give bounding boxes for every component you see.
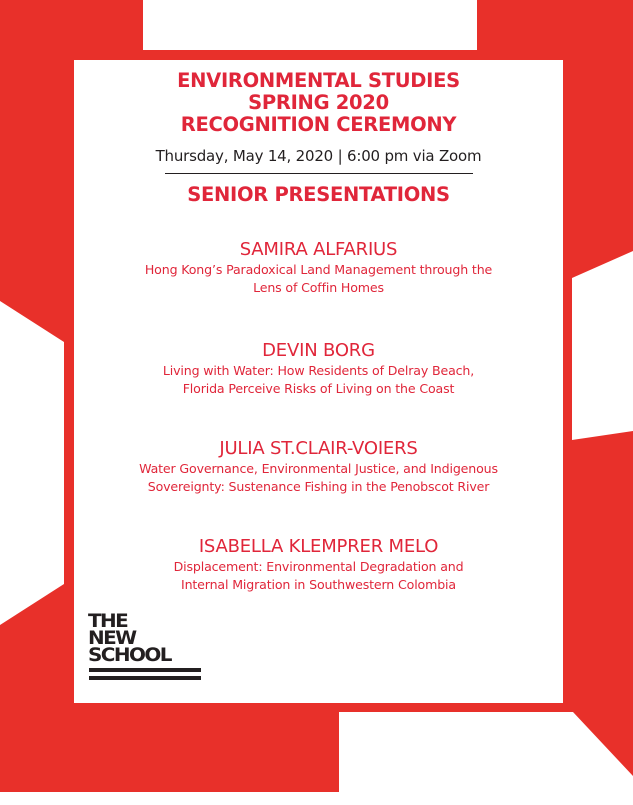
title-line-2: SPRING 2020 [248,91,389,114]
presenter-name: SAMIRA ALFARIUS [239,239,398,260]
bottom-white-block [339,712,633,805]
bottom-white-strip [0,792,339,805]
presentation-item [74,340,563,397]
presentation-item [74,239,563,296]
right-white-shape [572,251,633,440]
presentation-topic-line: Water Governance, Environmental Justice, and Indigenous [139,461,498,476]
presentation-item [74,536,563,593]
logo-bar [89,676,201,680]
event-details: Thursday, May 14, 2020 | 6:00 pm via Zoom [155,147,482,165]
program-card [74,60,563,703]
presenter-name: DEVIN BORG [262,340,375,361]
logo-line: THE [88,610,128,632]
title-line-3: RECOGNITION CEREMONY [180,113,457,136]
presentation-topic-line: Hong Kong’s Paradoxical Land Management through the [144,262,493,277]
logo-line: SCHOOL [88,644,171,666]
presentation-topic-line: Lens of Coffin Homes [253,279,384,295]
logo-line: NEW [88,627,136,649]
title-line-1: ENVIRONMENTAL STUDIES [177,69,460,92]
presentation-topic-line: Living with Water: How Residents of Delray Beach, [162,363,475,378]
logo-bar [89,668,201,672]
presentation-topic-line: Florida Perceive Risks of Living on the Coast [182,380,455,396]
presenter-name: ISABELLA KLEMPRER MELO [198,536,439,557]
presentation-item [74,438,563,495]
left-white-shape [0,301,64,625]
top-white-block [143,0,477,50]
divider-line [165,173,473,174]
presenter-name: JULIA ST.CLAIR-VOIERS [219,438,418,459]
presentation-topic-line: Displacement: Environmental Degradation and [173,559,464,574]
presentation-topic-line: Internal Migration in Southwestern Colombia [181,576,456,592]
the-new-school-logo [88,610,202,691]
presentation-topic-line: Sovereignty: Sustenance Fishing in the Penobscot River [147,478,490,494]
section-heading: SENIOR PRESENTATIONS [187,183,450,206]
